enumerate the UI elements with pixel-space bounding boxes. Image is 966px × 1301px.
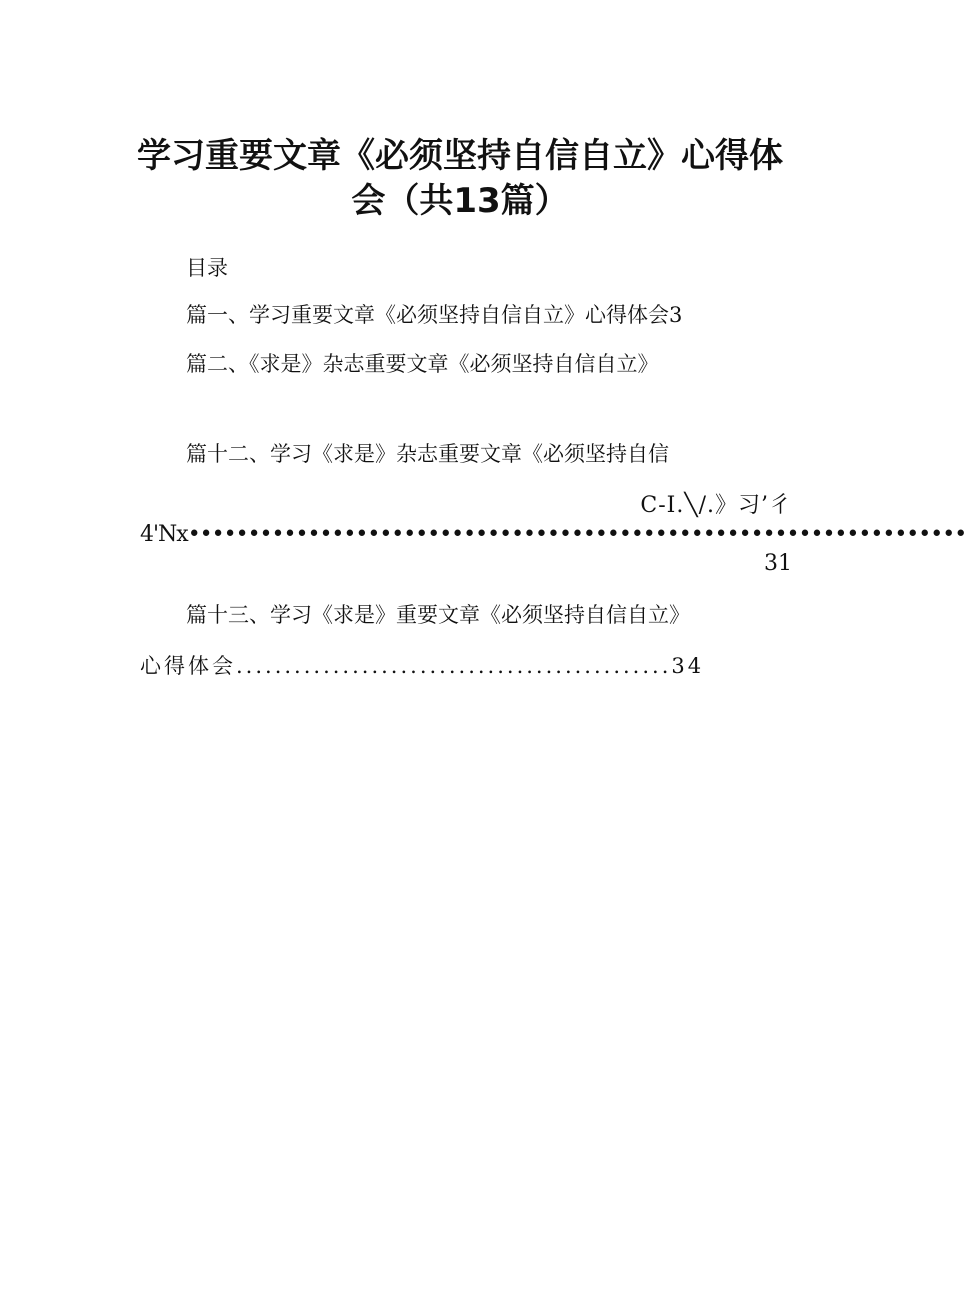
toc-entry-2[interactable]: 篇二、《求是》杂志重要文章《必须坚持自信自立》 — [186, 352, 659, 376]
toc-entry-12-leader-line: 4'Nx••••••••••••••••••••••••••••••••••••••••••••••••••••••••••••••••• — [140, 522, 966, 547]
toc-entry-12-line-2: C-I.╲/.》习’彳 — [640, 493, 792, 518]
document-title-line-1: 学习重要文章《必须坚持自信自立》心得体 — [137, 136, 783, 176]
toc-entry-1[interactable]: 篇一、学习重要文章《必须坚持自信自立》心得体会3 — [186, 303, 683, 327]
document-title-line-2: 会（共13篇） — [351, 181, 569, 221]
toc-entry-12-page-number: 31 — [764, 551, 792, 576]
toc-entry-13-line-2[interactable]: 心得体会.............................................34 — [140, 654, 705, 678]
toc-heading: 目录 — [186, 256, 228, 280]
toc-entry-13-line-1[interactable]: 篇十三、学习《求是》重要文章《必须坚持自信自立》 — [186, 603, 690, 627]
toc-entry-12-line-1[interactable]: 篇十二、学习《求是》杂志重要文章《必须坚持自信 — [186, 442, 669, 466]
